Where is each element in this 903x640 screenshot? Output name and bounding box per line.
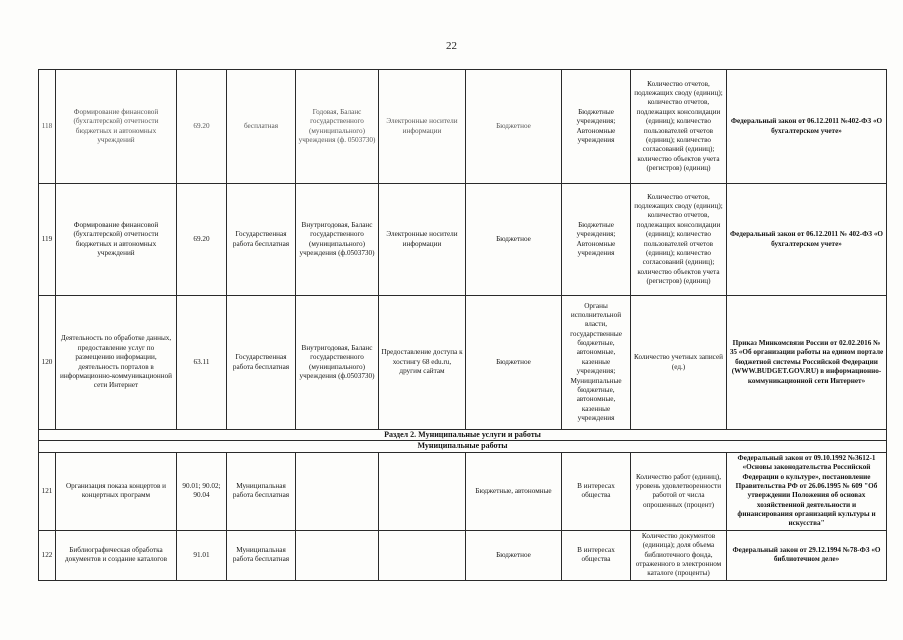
section-title: Раздел 2. Муниципальные услуги и работы [39, 430, 887, 441]
volume-indicators: Количество учетных записей (ед.) [631, 296, 727, 430]
work-name: Библиографическая обработка документов и создание каталогов [56, 530, 177, 580]
institution-type: Бюджетное [466, 530, 562, 580]
work-content: Годовая, Баланс государственного (муниципального) учреждения (ф. 0503730) [296, 70, 379, 184]
activity-code: 63.11 [177, 296, 227, 430]
work-form: Электронные носители информации [379, 184, 466, 296]
legal-basis: Федеральный закон от 06.12.2011 №402-ФЗ «О бухгалтерском учете» [727, 70, 887, 184]
work-content [296, 452, 379, 530]
consumer-category: В интересах общества [562, 452, 631, 530]
work-form [379, 530, 466, 580]
institution-type: Бюджетное [466, 296, 562, 430]
row-number: 119 [39, 184, 56, 296]
legal-basis: Приказ Минкомсвязи России от 02.02.2016 № 35 «Об организации работы на едином портале бюджетной системы Российской Федерации (WWW.BUDGET.GOV.RU) в информационно-коммуникационной сети Интернет» [727, 296, 887, 430]
volume-indicators: Количество отчетов, подлежащих своду (единиц); количество отчетов, подлежащих консолидации (единиц); количество пользователей отчетов (единиц); количество согласований (единиц); количество объектов учета (регистров) (единиц) [631, 184, 727, 296]
section-header-row [39, 430, 887, 441]
institution-type: Бюджетное [466, 184, 562, 296]
work-form: Электронные носители информации [379, 70, 466, 184]
work-form: Предоставление доступа к хостингу 68 edu.ru, другим сайтам [379, 296, 466, 430]
work-name: Организация показа концертов и концертных программ [56, 452, 177, 530]
volume-indicators: Количество документов (единица); доля объема библиотечного фонда, отраженного в электронном каталоге (проценты) [631, 530, 727, 580]
row-number: 118 [39, 70, 56, 184]
table-row [39, 70, 887, 184]
volume-indicators: Количество отчетов, подлежащих своду (единиц); количество отчетов, подлежащих консолидации (единиц); количество пользователей отчетов (единиц); количество согласований (единиц); количество объектов учета (регистров) (единиц) [631, 70, 727, 184]
legal-basis: Федеральный закон от 29.12.1994 №78-ФЗ «О библиотечном деле» [727, 530, 887, 580]
work-form [379, 452, 466, 530]
payment-type: Государственная работа бесплатная [227, 296, 296, 430]
row-number: 121 [39, 452, 56, 530]
activity-code: 69.20 [177, 70, 227, 184]
table-row [39, 452, 887, 530]
activity-code: 90.01; 90.02; 90.04 [177, 452, 227, 530]
row-number: 122 [39, 530, 56, 580]
row-number: 120 [39, 296, 56, 430]
page-number: 22 [446, 40, 457, 52]
payment-type: Государственная работа бесплатная [227, 184, 296, 296]
table-row [39, 296, 887, 430]
volume-indicators: Количество работ (единиц), уровень удовлетворенности работой от числа опрошенных (процент) [631, 452, 727, 530]
work-content [296, 530, 379, 580]
consumer-category: Бюджетные учреждения; Автономные учреждения [562, 184, 631, 296]
legal-basis: Федеральный закон от 06.12.2011 № 402-ФЗ «О бухгалтерском учете» [727, 184, 887, 296]
activity-code: 69.20 [177, 184, 227, 296]
consumer-category: В интересах общества [562, 530, 631, 580]
work-content: Внутригодовая, Баланс государственного (муниципального) учреждения (ф.0503730) [296, 184, 379, 296]
work-name: Формирование финансовой (бухгалтерской) отчетности бюджетных и автономных учреждений [56, 70, 177, 184]
table-row [39, 530, 887, 580]
activity-code: 91.01 [177, 530, 227, 580]
table-row [39, 184, 887, 296]
legal-basis: Федеральный закон от 09.10.1992 №3612-1 «Основы законодательства Российской Федерации о культуре», постановление Правительства РФ от 26.06.1995 № 609 "Об утверждении Положения об основах хозяйственной деятельности и финансирования организаций культуры и искусства" [727, 452, 887, 530]
subsection-header-row [39, 441, 887, 452]
payment-type: бесплатная [227, 70, 296, 184]
payment-type: Муниципальная работа бесплатная [227, 530, 296, 580]
institution-type: Бюджетное [466, 70, 562, 184]
consumer-category: Бюджетные учреждения; Автономные учреждения [562, 70, 631, 184]
subsection-title: Муниципальные работы [39, 441, 887, 452]
work-content: Внутригодовая, Баланс государственного (муниципального) учреждения (ф.0503730) [296, 296, 379, 430]
work-name: Формирование финансовой (бухгалтерской) отчетности бюджетных и автономных учреждений [56, 184, 177, 296]
registry-table [38, 69, 887, 581]
work-name: Деятельность по обработке данных, предоставление услуг по размещению информации, деятельность порталов в информационно-коммуникационной сети Интернет [56, 296, 177, 430]
consumer-category: Органы исполнительной власти, государственные бюджетные, автономные, казенные учреждения; Муниципальные бюджетные, автономные, казенные учреждения [562, 296, 631, 430]
payment-type: Муниципальная работа бесплатная [227, 452, 296, 530]
institution-type: Бюджетные, автономные [466, 452, 562, 530]
